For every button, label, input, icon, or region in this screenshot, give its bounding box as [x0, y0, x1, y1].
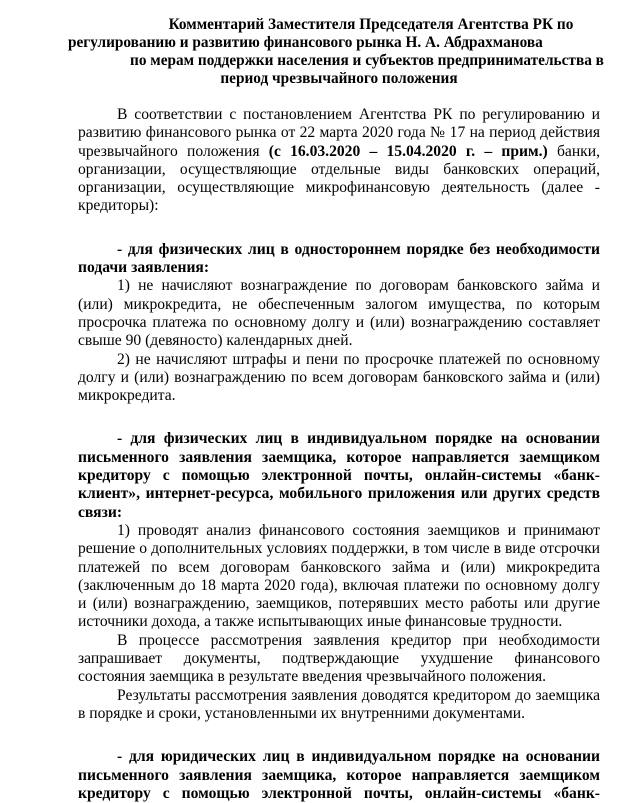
list-item: 1) не начисляют вознаграждение по договорам банковского займа и (или) микрокредита, не обеспеченным залогом имущества, по которым просрочка платежа по основному долгу и (или) вознаграждению составляет свыше 90 (девяносто) календарных дней.: [78, 277, 600, 350]
intro-date-range: (с 16.03.2020 – 15.04.2020 г. – прим.): [268, 142, 548, 160]
section-heading-individuals-unilateral: - для физических лиц в одностороннем порядке без необходимости подачи заявления:: [78, 240, 600, 277]
paragraph: В процессе рассмотрения заявления кредитор при необходимости запрашивает документы, подтверждающие ухудшение финансового состояния заемщика в результате введения чрезвычайного положения.: [78, 631, 600, 686]
paragraph: Результаты рассмотрения заявления доводятся кредитором до заемщика в порядке и сроки, установленными их внутренними документами.: [78, 686, 600, 722]
title-line: период чрезвычайного положения: [220, 70, 458, 87]
intro-paragraph: [78, 106, 600, 216]
document-page: [68, 16, 604, 803]
intro-text: В соответствии с постановлением Агентства РК по регулированию и развитию финансового рынка от 22 марта 2020 года № 17 на период действия чрезвычайного положения: [78, 106, 600, 160]
section-heading-legal-entities: - для юридических лиц в индивидуальном порядке на основании письменного заявления заемщика, которое направляется заемщиком кредитору с помощью электронной почты, онлайн-системы «банк-: [78, 748, 600, 802]
intro-text-cont: банки, организации, осуществляющие отдельные виды банковских операций, организации, осуществляющие микрофинансовую деятельность (далее - кредиторы):: [78, 142, 600, 215]
title-line: по мерам поддержки населения и субъектов предпринимательства в: [130, 52, 604, 69]
section-heading-individuals-application: - для физических лиц в индивидуальном порядке на основании письменного заявления заемщика, которое направляется заемщиком кредитору с помощью электронной почты, онлайн-системы «банк-клиент», интернет-ресурса, мобильного приложения или других средств связи:: [78, 430, 600, 521]
title-line: регулированию и развитию финансового рынка Н. А. Абдрахманова: [68, 34, 543, 51]
document-title: [68, 16, 604, 88]
title-line: Комментарий Заместителя Председателя Агентства РК по: [168, 16, 574, 33]
list-item: 2) не начисляют штрафы и пени по просрочке платежей по основному долгу и (или) вознаграждению по всем договорам банковского займа и (или) микрокредита.: [78, 350, 600, 405]
list-item: 1) проводят анализ финансового состояния заемщиков и принимают решение о дополнительных условиях поддержки, в том числе в виде отсрочки платежей по всем договорам банковского займа и (или) микрокредита (заключенным до 18 марта 2020 года), включая платежи по основному долгу и (или) вознаграждению, заемщиков, потерявших место работы или другие источники дохода, а также испытывающих иные финансовые трудности.: [78, 521, 600, 631]
